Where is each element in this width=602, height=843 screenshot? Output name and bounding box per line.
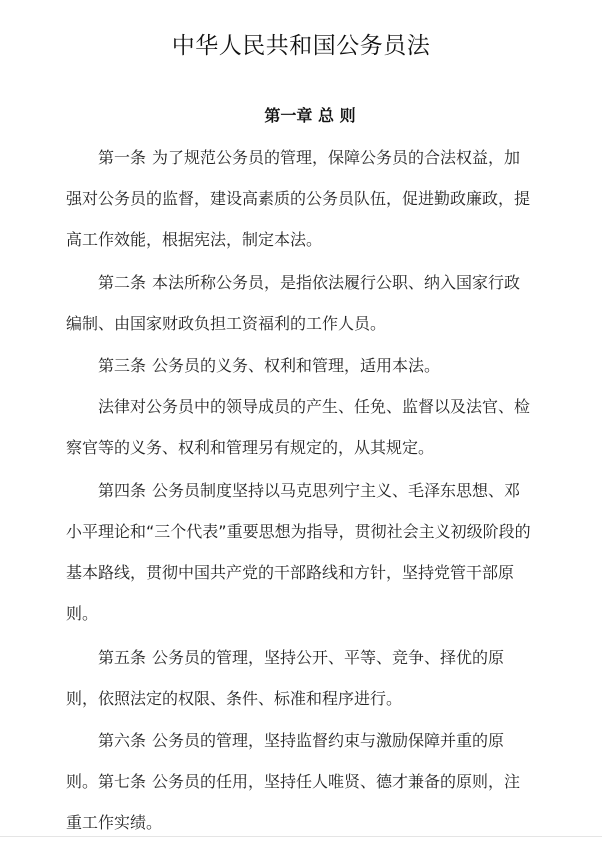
article-text: 公务员的义务、权利和管理，适用本法。 (152, 356, 441, 375)
article-label: 第二条 (98, 273, 147, 292)
article-3 (66, 345, 532, 386)
chapter-heading: 第一章 总 则 (264, 106, 356, 125)
article-text: 公务员制度坚持以马克思列宁主义、毛泽东思想、邓小平理论和“三个代表”重要思想为指导，贯彻社会主义初级阶段的基本路线，贯彻中国共产党的干部路线和方针，坚持党管干部原则。 (66, 481, 531, 623)
article-label: 第四条 (98, 481, 147, 500)
article-1 (66, 137, 532, 260)
article-3-paragraph-2 (66, 386, 532, 468)
article-label: 第三条 (98, 356, 147, 375)
article-text: 本法所称公务员，是指依法履行公职、纳入国家行政编制、由国家财政负担工资福利的工作人员。 (66, 273, 521, 333)
article-7 (66, 761, 532, 843)
article-text: 法律对公务员中的领导成员的产生、任免、监督以及法官、检察官等的义务、权利和管理另有规定的，从其规定。 (66, 397, 531, 457)
article-5 (66, 637, 532, 719)
article-2 (66, 262, 532, 344)
article-label: 第六条 (98, 731, 147, 750)
article-label: 第一条 (98, 148, 147, 167)
article-4 (66, 470, 532, 634)
document-title: 中华人民共和国公务员法 (171, 33, 431, 59)
article-text: 为了规范公务员的管理，保障公务员的合法权益，加强对公务员的监督，建设高素质的公务员队伍，促进勤政廉政，提高工作效能，根据宪法，制定本法。 (66, 148, 531, 249)
article-text: 公务员的任用，坚持任人唯贤、德才兼备的原则，注重工作实绩。 (66, 772, 521, 832)
article-text: 公务员的管理，坚持公开、平等、竞争、择优的原则，依照法定的权限、条件、标准和程序进行。 (66, 648, 505, 708)
article-label: 第五条 (98, 648, 147, 667)
article-text: 公务员的管理，坚持监督约束与激励保障并重的原则。 (66, 731, 505, 791)
article-label: 第七条 (98, 772, 147, 791)
